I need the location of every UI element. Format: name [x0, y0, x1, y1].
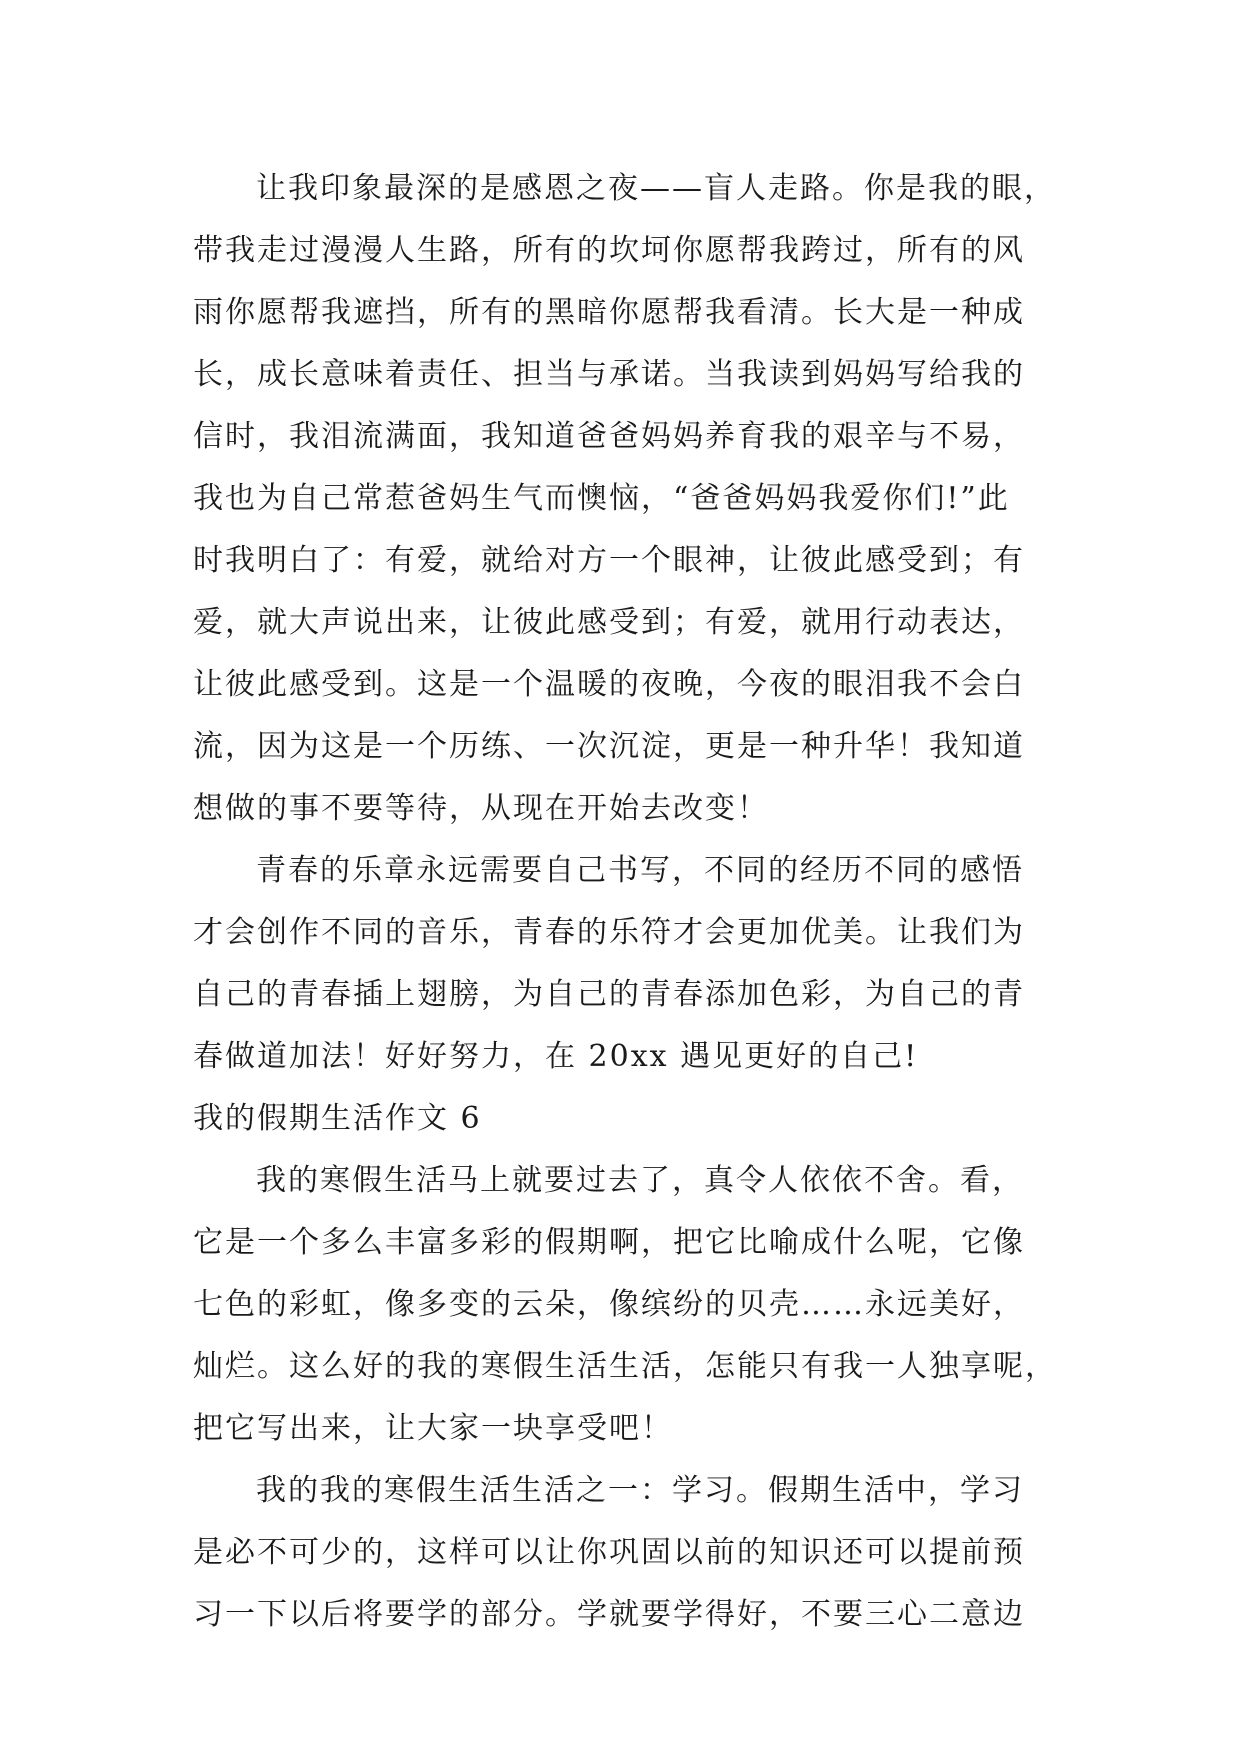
text-line: 把它写出来，让大家一块享受吧！ [193, 1411, 673, 1446]
text-line: 灿烂。这么好的我的寒假生活生活，怎能只有我一人独享呢， [193, 1349, 1057, 1384]
paragraph-study [193, 1460, 1093, 1646]
text-line: 流，因为这是一个历练、一次沉淀，更是一种升华！我知道 [193, 729, 1025, 764]
document-body [193, 158, 1093, 1646]
text-line: 时我明白了：有爱，就给对方一个眼神，让彼此感受到；有 [193, 543, 1025, 578]
text-line: 我的我的寒假生活生活之一：学习。假期生活中，学习 [256, 1473, 1024, 1508]
text-line: 七色的彩虹，像多变的云朵，像缤纷的贝壳……永远美好， [193, 1287, 1025, 1322]
text-line: 爱，就大声说出来，让彼此感受到；有爱，就用行动表达， [193, 605, 1025, 640]
paragraph-winter-vacation [193, 1150, 1093, 1460]
text-line: 它是一个多么丰富多彩的假期啊，把它比喻成什么呢，它像 [193, 1225, 1025, 1260]
text-line: 让彼此感受到。这是一个温暖的夜晚，今夜的眼泪我不会白 [193, 667, 1025, 702]
text-line: 带我走过漫漫人生路，所有的坎坷你愿帮我跨过，所有的风 [193, 233, 1025, 268]
text-line: 春做道加法！好好努力，在 20xx 遇见更好的自己! [193, 1039, 919, 1074]
text-line: 自己的青春插上翅膀，为自己的青春添加色彩，为自己的青 [193, 977, 1025, 1012]
text-line: 才会创作不同的音乐，青春的乐符才会更加优美。让我们为 [193, 915, 1025, 950]
text-line: 长，成长意味着责任、担当与承诺。当我读到妈妈写给我的 [193, 357, 1025, 392]
text-line: 我的寒假生活马上就要过去了，真令人依依不舍。看， [256, 1163, 1024, 1198]
paragraph-gratitude-night [193, 158, 1093, 840]
text-line: 想做的事不要等待，从现在开始去改变！ [193, 791, 769, 826]
text-line: 信时，我泪流满面，我知道爸爸妈妈养育我的艰辛与不易， [193, 419, 1025, 454]
text-line: 我也为自己常惹爸妈生气而懊恼，“爸爸妈妈我爱你们!”此 [193, 481, 1010, 516]
text-line: 让我印象最深的是感恩之夜——盲人走路。你是我的眼， [256, 171, 1056, 206]
text-line: 青春的乐章永远需要自己书写，不同的经历不同的感悟 [256, 853, 1024, 888]
text-line: 雨你愿帮我遮挡，所有的黑暗你愿帮我看清。长大是一种成 [193, 295, 1025, 330]
text-line: 是必不可少的，这样可以让你巩固以前的知识还可以提前预 [193, 1535, 1025, 1570]
paragraph-youth-music [193, 840, 1093, 1088]
section-title: 我的假期生活作文 6 [193, 1101, 482, 1136]
text-line: 习一下以后将要学的部分。学就要学得好，不要三心二意边 [193, 1597, 1025, 1632]
